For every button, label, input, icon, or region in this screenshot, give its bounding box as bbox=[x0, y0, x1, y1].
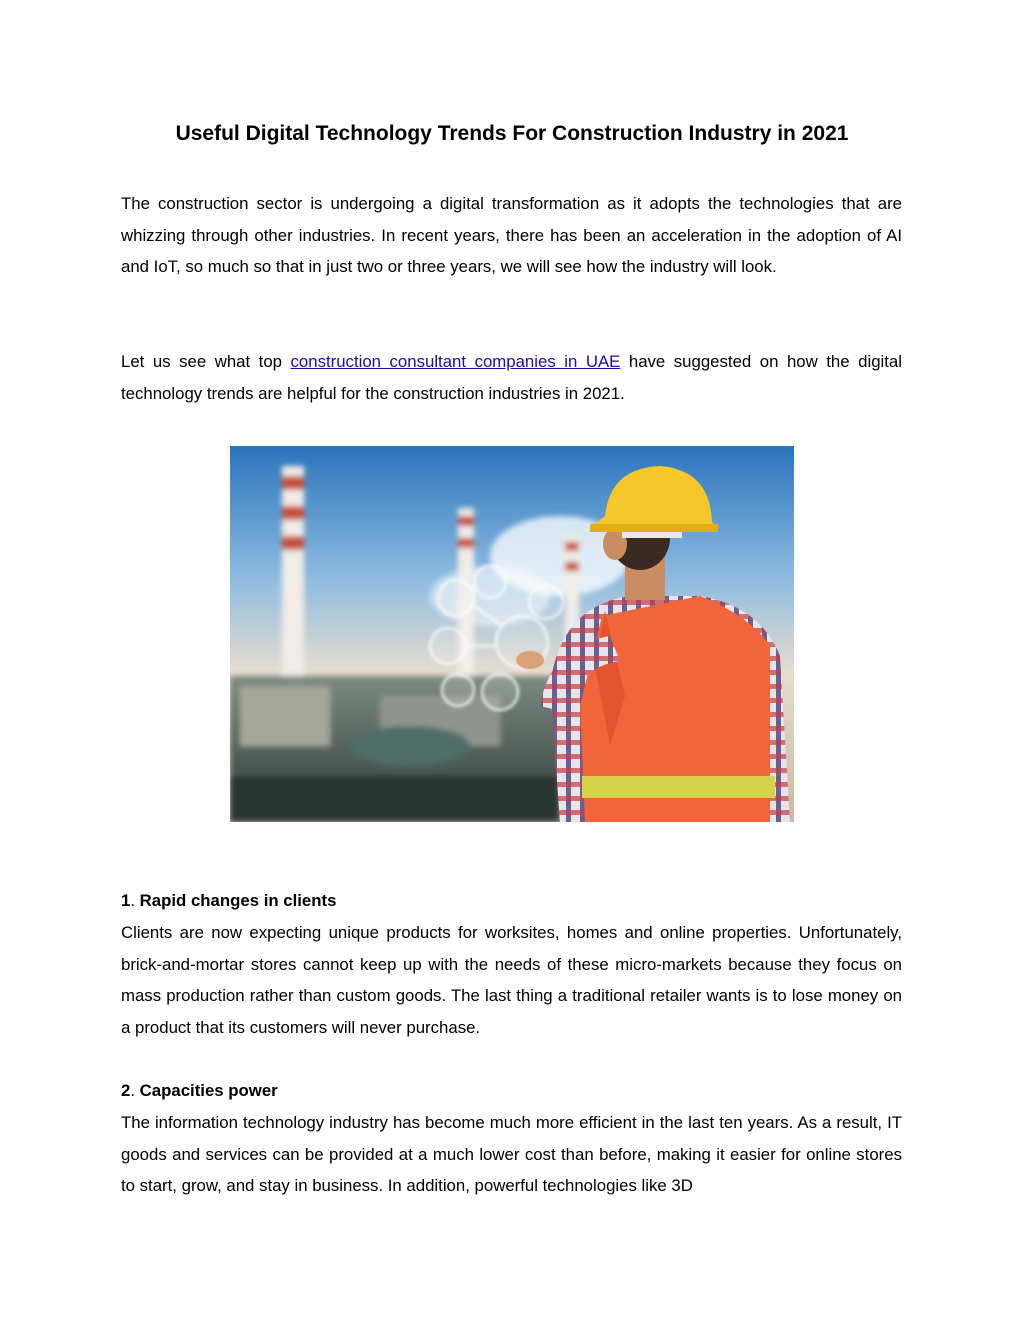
hero-illustration bbox=[230, 446, 794, 822]
consultant-companies-link[interactable]: construction consultant companies in UAE bbox=[290, 352, 621, 371]
page-title: Useful Digital Technology Trends For Construction Industry in 2021 bbox=[175, 122, 849, 145]
section-2-heading bbox=[121, 1075, 278, 1107]
reference-text-before: Let us see what top bbox=[121, 352, 291, 371]
section-1-body: Clients are now expecting unique products for worksites, homes and online properties. Unfortunately, brick-and-mortar stores cannot keep up with the needs of these micro-markets because they focus on mass production rather than custom goods. The last thing a traditional retailer wants is to lose money on a product that its customers will never purchase. bbox=[121, 923, 902, 1038]
section-1-separator: . bbox=[130, 891, 140, 910]
construction-worker-image bbox=[230, 446, 794, 822]
section-1-heading bbox=[121, 885, 336, 917]
section-2-number: 2 bbox=[121, 1081, 131, 1100]
section-1-number: 1 bbox=[121, 891, 131, 910]
section-2-separator: . bbox=[130, 1081, 140, 1100]
section-2-title: Capacities power bbox=[139, 1081, 278, 1100]
intro-paragraph: The construction sector is undergoing a digital transformation as it adopts the technologies that are whizzing through other industries. In recent years, there has been an acceleration in the adoption of AI and IoT, so much so that in just two or three years, we will see how the industry will look. bbox=[121, 194, 902, 277]
section-2-body: The information technology industry has become much more efficient in the last ten years. As a result, IT goods and services can be provided at a much lower cost than before, making it easier for online stores to start, grow, and stay in business. In addition, powerful technologies like 3D bbox=[121, 1113, 902, 1196]
reference-text-after: have suggested on how the digital technology trends are helpful for the construction industries in 2021. bbox=[121, 352, 902, 403]
section-1-title: Rapid changes in clients bbox=[139, 891, 337, 910]
reference-paragraph bbox=[121, 346, 902, 409]
